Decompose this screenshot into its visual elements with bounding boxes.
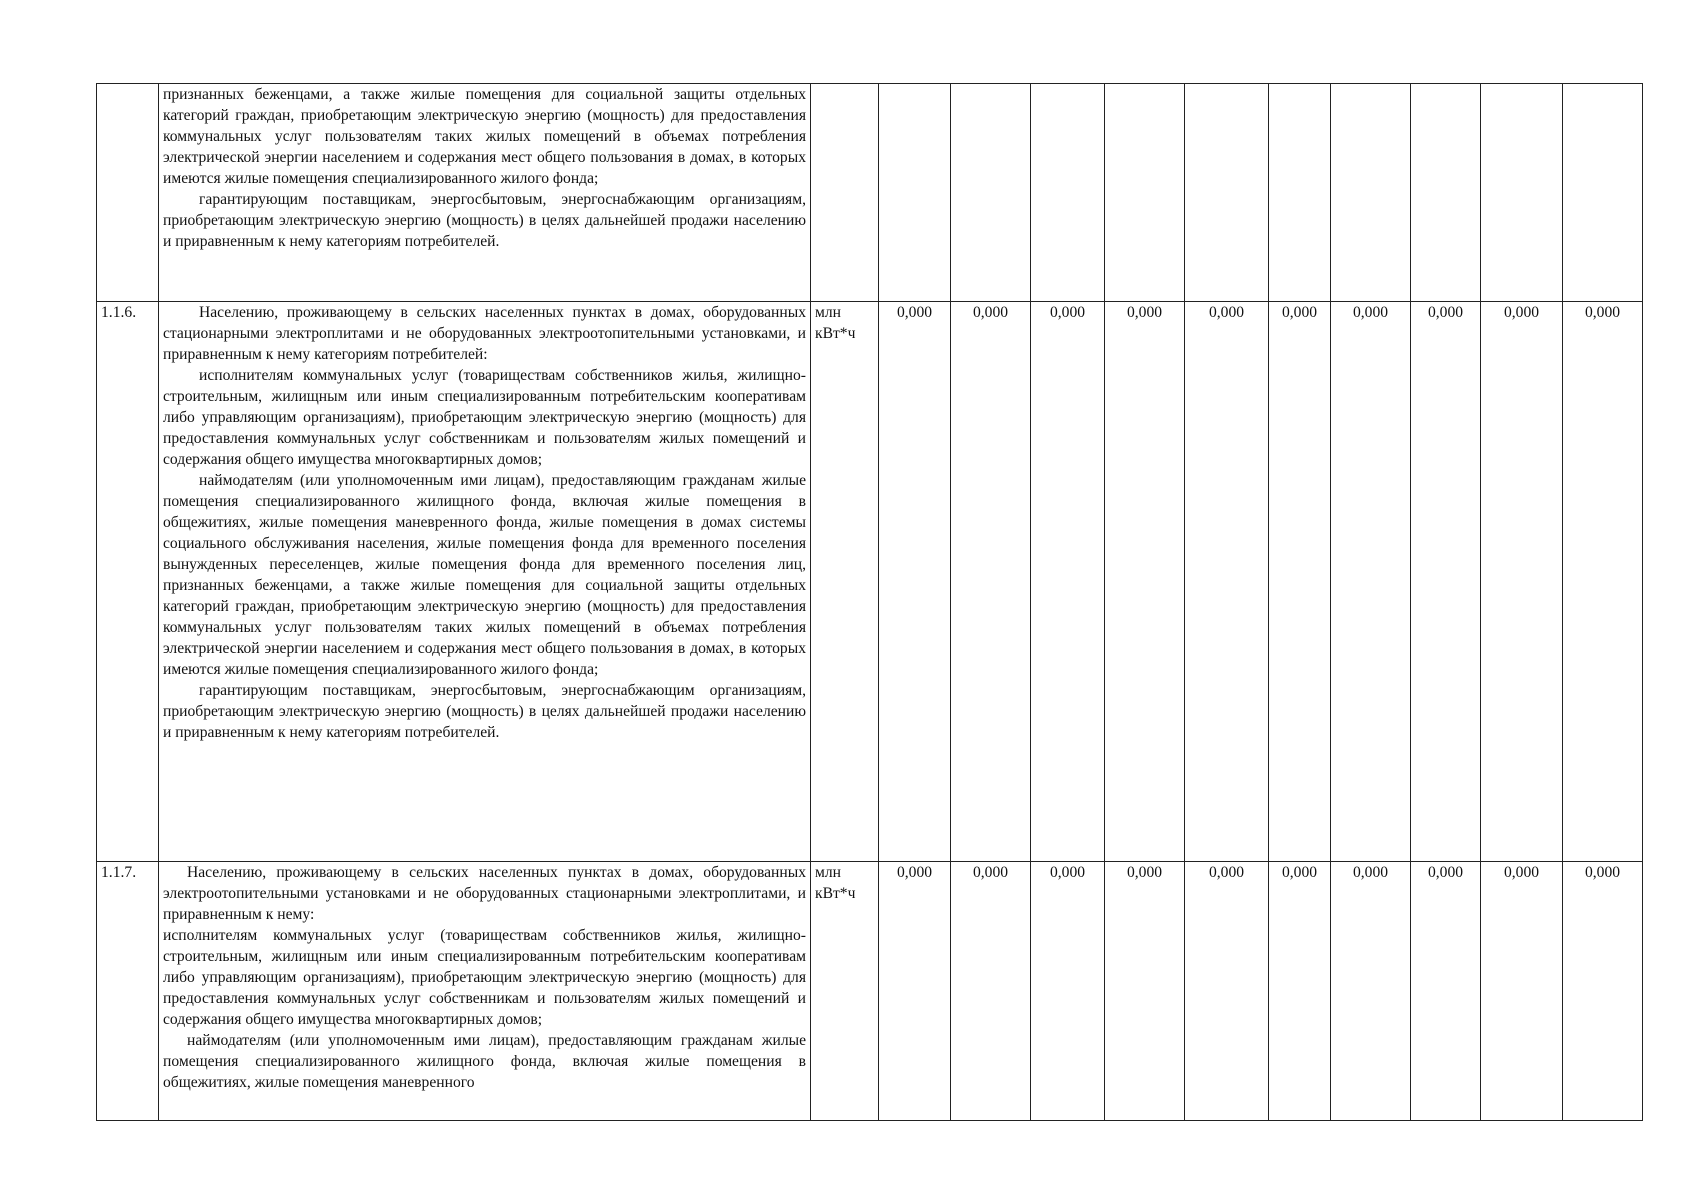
- value-cell: 0,000: [1563, 862, 1643, 1121]
- description-paragraph: наймодателям (или уполномоченным ими лицам), предоставляющим гражданам жилые помещения специализированного жилищного фонда, включая жилые помещения в общежитиях, жилые помещения маневренного фонда, жилые помещения в домах системы социального обслуживания населения, жилые помещения фонда для временного поселения вынужденных переселенцев, жилые помещения фонда для временного поселения лиц, признанных беженцами, а также жилые помещения для социальной защиты отдельных категорий граждан, приобретающим электрическую энергию (мощность) для предоставления коммунальных услуг пользователям таких жилых помещений в объемах потребления электрической энергии населением и содержания мест общего пользования в домах, в которых имеются жилые помещения специализированного жилого фонда;: [163, 472, 806, 678]
- row-description: [159, 862, 811, 1121]
- description-paragraph: Населению, проживающему в сельских населенных пунктах в домах, оборудованных электроотопительными установками и не оборудованных стационарными электроплитами, и приравненным к нему:: [163, 864, 806, 923]
- description-paragraph: гарантирующим поставщикам, энергосбытовым, энергоснабжающим организациям, приобретающим электрическую энергию (мощность) в целях дальнейшей продажи населению и приравненным к нему категориям потребителей.: [163, 191, 806, 250]
- tariff-table: [96, 83, 1643, 1121]
- value-cell: 0,000: [1269, 862, 1331, 1121]
- value-cell: 0,000: [1031, 862, 1105, 1121]
- value-cell: [1563, 84, 1643, 302]
- value-cell: 0,000: [1411, 862, 1481, 1121]
- value-cell: 0,000: [1105, 862, 1185, 1121]
- unit-cell: [811, 84, 879, 302]
- value-cell: 0,000: [1411, 302, 1481, 862]
- description-paragraph: Населению, проживающему в сельских населенных пунктах в домах, оборудованных стационарными электроплитами и не оборудованных электроотопительными установками, и приравненным к нему категориям потребителей:: [163, 304, 806, 363]
- value-cell: 0,000: [951, 862, 1031, 1121]
- value-cell: 0,000: [1185, 302, 1269, 862]
- row-number: 1.1.6.: [97, 302, 159, 862]
- row-description: [159, 84, 811, 302]
- value-cell: 0,000: [951, 302, 1031, 862]
- row-number: [97, 84, 159, 302]
- value-cell: [879, 84, 951, 302]
- value-cell: [1411, 84, 1481, 302]
- value-cell: 0,000: [1185, 862, 1269, 1121]
- unit-cell: млн кВт*ч: [811, 862, 879, 1121]
- value-cell: 0,000: [1563, 302, 1643, 862]
- description-paragraph: гарантирующим поставщикам, энергосбытовым, энергоснабжающим организациям, приобретающим электрическую энергию (мощность) в целях дальнейшей продажи населению и приравненным к нему категориям потребителей.: [163, 682, 806, 741]
- value-cell: 0,000: [1481, 862, 1563, 1121]
- value-cell: 0,000: [1331, 862, 1411, 1121]
- value-cell: 0,000: [1105, 302, 1185, 862]
- table-row: [97, 302, 1643, 862]
- value-cell: 0,000: [1031, 302, 1105, 862]
- row-number: 1.1.7.: [97, 862, 159, 1121]
- description-paragraph: наймодателям (или уполномоченным ими лицам), предоставляющим гражданам жилые помещения специализированного жилищного фонда, включая жилые помещения в общежитиях, жилые помещения маневренного: [163, 1032, 806, 1091]
- table-row: [97, 862, 1643, 1121]
- value-cell: 0,000: [1269, 302, 1331, 862]
- unit-cell: млн кВт*ч: [811, 302, 879, 862]
- value-cell: [1331, 84, 1411, 302]
- value-cell: [951, 84, 1031, 302]
- description-paragraph: исполнителям коммунальных услуг (товариществам собственников жилья, жилищно-строительным, жилищным или иным специализированным потребительским кооперативам либо управляющим организациям), приобретающим электрическую энергию (мощность) для предоставления коммунальных услуг собственникам и пользователям жилых помещений и содержания общего имущества многоквартирных домов;: [163, 927, 806, 1028]
- table-row: [97, 84, 1643, 302]
- description-paragraph: исполнителям коммунальных услуг (товариществам собственников жилья, жилищно-строительным, жилищным или иным специализированным потребительским кооперативам либо управляющим организациям), приобретающим электрическую энергию (мощность) для предоставления коммунальных услуг собственникам и пользователям жилых помещений и содержания общего имущества многоквартирных домов;: [163, 367, 806, 468]
- value-cell: 0,000: [879, 302, 951, 862]
- value-cell: [1031, 84, 1105, 302]
- row-description: [159, 302, 811, 862]
- description-paragraph: признанных беженцами, а также жилые помещения для социальной защиты отдельных категорий граждан, приобретающим электрическую энергию (мощность) для предоставления коммунальных услуг пользователям таких жилых помещений в объемах потребления электрической энергии населением и содержания мест общего пользования в домах, в которых имеются жилые помещения специализированного жилого фонда;: [163, 86, 806, 187]
- value-cell: 0,000: [879, 862, 951, 1121]
- value-cell: [1105, 84, 1185, 302]
- value-cell: [1481, 84, 1563, 302]
- value-cell: [1269, 84, 1331, 302]
- value-cell: [1185, 84, 1269, 302]
- value-cell: 0,000: [1481, 302, 1563, 862]
- value-cell: 0,000: [1331, 302, 1411, 862]
